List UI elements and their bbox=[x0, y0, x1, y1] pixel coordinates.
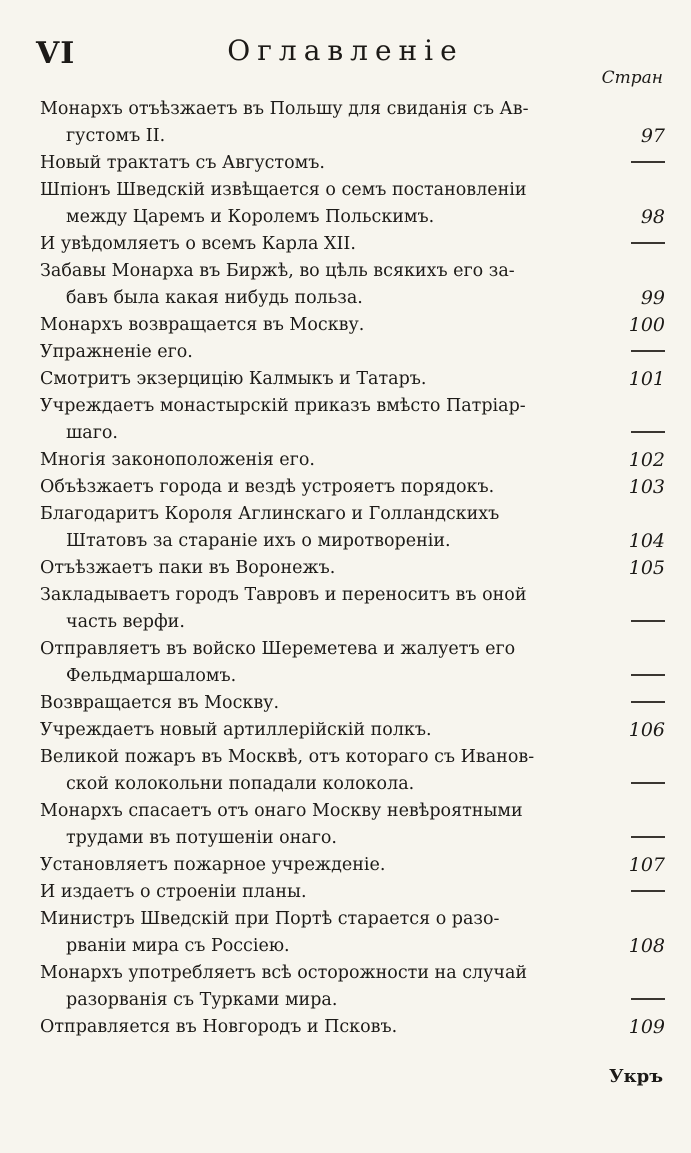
toc-entry bbox=[40, 258, 665, 312]
toc-page-number bbox=[619, 339, 665, 366]
toc-entry bbox=[40, 447, 665, 474]
toc-entry-line: разорванія съ Турками мира. bbox=[66, 990, 338, 1010]
toc-entry-text bbox=[40, 231, 619, 258]
toc-entry-line: Учреждаетъ новый артиллерійскій полкъ. bbox=[40, 720, 432, 740]
toc-entry bbox=[40, 906, 665, 960]
toc-entry-line: Объѣзжаетъ города и вездѣ устрояетъ порядокъ. bbox=[40, 477, 495, 497]
toc-entry-text bbox=[40, 150, 619, 177]
toc-entry bbox=[40, 717, 665, 744]
toc-page-number: 109 bbox=[628, 1016, 665, 1038]
toc-entry-text bbox=[40, 960, 619, 1014]
toc-entry-text bbox=[40, 258, 619, 312]
toc-entry-line: Отправляетъ въ войско Шереметева и жалуетъ его bbox=[40, 639, 516, 659]
toc-entry-line: густомъ II. bbox=[66, 126, 166, 146]
toc-page-number bbox=[619, 879, 665, 906]
toc-page-number: 98 bbox=[640, 206, 665, 228]
toc-page-number: 108 bbox=[628, 935, 665, 957]
toc-entry bbox=[40, 1014, 665, 1041]
toc-entry bbox=[40, 582, 665, 636]
toc-entry bbox=[40, 366, 665, 393]
toc-entry-text bbox=[40, 582, 619, 636]
toc-entry-text bbox=[40, 177, 619, 231]
toc-entry-line: Отправляется въ Новгородъ и Псковъ. bbox=[40, 1017, 398, 1037]
toc-entry-text bbox=[40, 1014, 619, 1041]
toc-entry-text bbox=[40, 555, 619, 582]
toc-entry-line: ской колокольни попадали колокола. bbox=[66, 774, 415, 794]
toc-entry-text bbox=[40, 798, 619, 852]
toc-entry-line: Благодаритъ Короля Аглинскаго и Голландскихъ bbox=[40, 504, 500, 524]
toc-entry bbox=[40, 312, 665, 339]
toc-entry-text bbox=[40, 366, 619, 393]
toc-entry-line: Фельдмаршаломъ. bbox=[66, 666, 237, 686]
toc-entry bbox=[40, 177, 665, 231]
toc-entry bbox=[40, 879, 665, 906]
toc-entry-text bbox=[40, 447, 619, 474]
toc-entry-text bbox=[40, 636, 619, 690]
toc-page-number bbox=[619, 663, 665, 690]
toc-entry bbox=[40, 690, 665, 717]
toc-entry-line: Монархъ возвращается въ Москву. bbox=[40, 315, 365, 335]
toc-page-number: 104 bbox=[628, 530, 665, 552]
toc-entry bbox=[40, 798, 665, 852]
toc-page-number bbox=[619, 231, 665, 258]
table-of-contents bbox=[40, 96, 665, 1041]
toc-entry-line: Возвращается въ Москву. bbox=[40, 693, 280, 713]
toc-entry bbox=[40, 744, 665, 798]
toc-page-number bbox=[619, 825, 665, 852]
toc-page-number: 100 bbox=[628, 314, 665, 336]
toc-entry-line: шаго. bbox=[66, 423, 118, 443]
toc-page-number: 101 bbox=[628, 368, 665, 390]
toc-entry-text bbox=[40, 501, 619, 555]
toc-entry bbox=[40, 339, 665, 366]
toc-entry-line: между Царемъ и Королемъ Польскимъ. bbox=[66, 207, 435, 227]
toc-page-number bbox=[619, 987, 665, 1014]
toc-entry-text bbox=[40, 312, 619, 339]
toc-entry-line: И издаетъ о строеніи планы. bbox=[40, 882, 307, 902]
toc-entry bbox=[40, 852, 665, 879]
toc-page-number bbox=[619, 420, 665, 447]
toc-entry-line: Новый трактатъ съ Августомъ. bbox=[40, 153, 325, 173]
toc-entry-line: Смотритъ экзерцицію Калмыкъ и Татаръ. bbox=[40, 369, 427, 389]
toc-entry-line: Монархъ отъѣзжаетъ въ Польшу для свиданія съ Ав- bbox=[40, 99, 529, 119]
toc-entry-line: бавъ была какая нибудь польза. bbox=[66, 288, 363, 308]
toc-page-number: 105 bbox=[628, 557, 665, 579]
toc-entry-line: Установляетъ пожарное учрежденіе. bbox=[40, 855, 386, 875]
toc-page-number bbox=[619, 609, 665, 636]
toc-entry-line: И увѣдомляетъ о всемъ Карла XII. bbox=[40, 234, 356, 254]
toc-entry bbox=[40, 636, 665, 690]
toc-entry-text bbox=[40, 852, 619, 879]
toc-page-number: 107 bbox=[628, 854, 665, 876]
toc-entry-line: Учреждаетъ монастырскій приказъ вмѣсто Патріар- bbox=[40, 396, 526, 416]
toc-entry-line: часть верфи. bbox=[66, 612, 185, 632]
page-title: Оглавленіе bbox=[227, 34, 464, 67]
toc-entry bbox=[40, 474, 665, 501]
toc-entry-text bbox=[40, 474, 619, 501]
catchword: Укръ bbox=[609, 1066, 663, 1087]
toc-page-number: 97 bbox=[640, 125, 665, 147]
toc-entry-text bbox=[40, 690, 619, 717]
toc-entry-line: Забавы Монарха въ Биржѣ, во цѣль всякихъ его за- bbox=[40, 261, 515, 281]
toc-entry-line: Монархъ спасаетъ отъ онаго Москву невѣроятными bbox=[40, 801, 523, 821]
toc-entry-text bbox=[40, 339, 619, 366]
toc-entry bbox=[40, 501, 665, 555]
toc-entry-text bbox=[40, 717, 619, 744]
toc-entry-line: Многія законоположенія его. bbox=[40, 450, 315, 470]
toc-entry-line: Упражненіе его. bbox=[40, 342, 193, 362]
toc-entry-text bbox=[40, 744, 619, 798]
toc-page-number: 106 bbox=[628, 719, 665, 741]
page-column-label: Стран bbox=[601, 68, 663, 88]
toc-page-number bbox=[619, 150, 665, 177]
toc-page-number bbox=[619, 690, 665, 717]
toc-entry-line: Монархъ употребляетъ всѣ осторожности на случай bbox=[40, 963, 528, 983]
toc-entry-text bbox=[40, 393, 619, 447]
toc-page-number: 99 bbox=[640, 287, 665, 309]
toc-entry-text bbox=[40, 879, 619, 906]
toc-entry bbox=[40, 960, 665, 1014]
toc-page-number bbox=[619, 771, 665, 798]
toc-entry-text bbox=[40, 96, 619, 150]
toc-entry-line: Отъѣзжаетъ паки въ Воронежъ. bbox=[40, 558, 336, 578]
toc-page-number: 102 bbox=[628, 449, 665, 471]
toc-entry-line: Штатовъ за стараніе ихъ о миротвореніи. bbox=[66, 531, 451, 551]
folio-number: VI bbox=[36, 36, 76, 71]
toc-entry-line: трудами въ потушеніи онаго. bbox=[66, 828, 337, 848]
toc-entry-text bbox=[40, 906, 619, 960]
toc-entry-line: Шпіонъ Шведскій извѣщается о семъ постановленіи bbox=[40, 180, 527, 200]
toc-entry bbox=[40, 393, 665, 447]
toc-entry bbox=[40, 150, 665, 177]
toc-entry bbox=[40, 555, 665, 582]
toc-entry-line: Закладываетъ городъ Тавровъ и переноситъ въ оной bbox=[40, 585, 527, 605]
toc-page-number: 103 bbox=[628, 476, 665, 498]
toc-entry-line: Великой пожаръ въ Москвѣ, отъ котораго съ Иванов- bbox=[40, 747, 535, 767]
toc-entry bbox=[40, 96, 665, 150]
toc-entry-line: рваніи мира съ Россіею. bbox=[66, 936, 290, 956]
toc-entry bbox=[40, 231, 665, 258]
toc-entry-line: Министръ Шведскій при Портѣ старается о разо- bbox=[40, 909, 500, 929]
